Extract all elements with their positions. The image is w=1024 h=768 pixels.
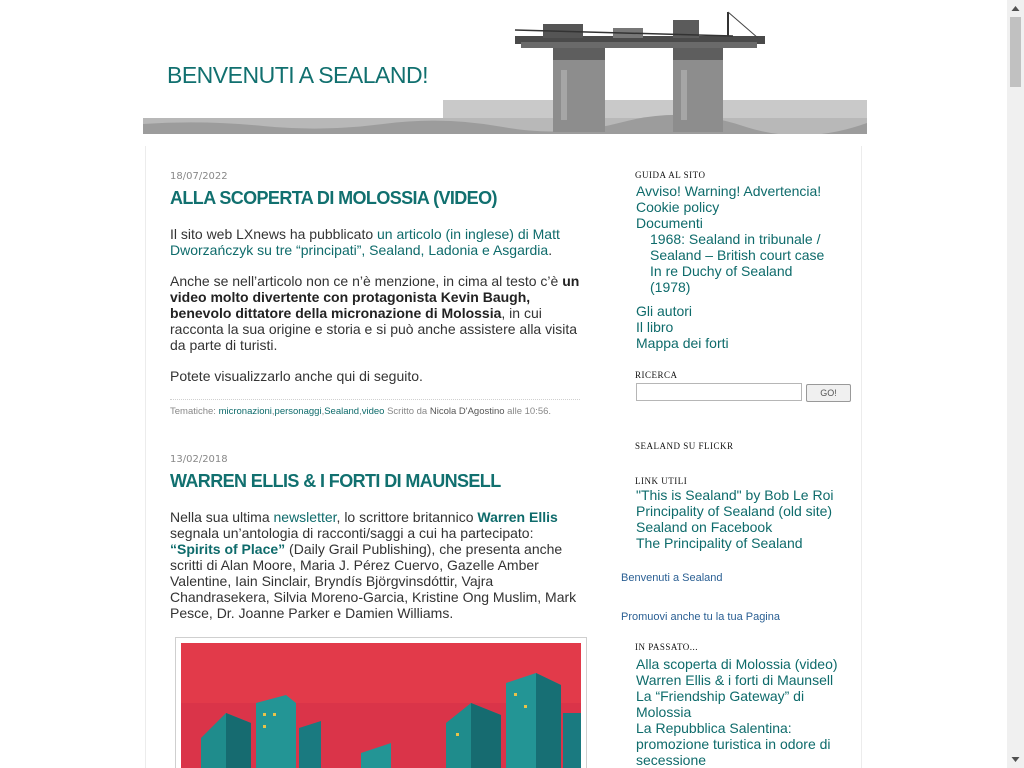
post-title[interactable]: WARREN ELLIS & I FORTI DI MAUNSELL (170, 471, 501, 491)
post-date: 18/07/2022 (170, 171, 228, 182)
spirits-of-place-link[interactable]: “Spirits of Place” (170, 541, 286, 557)
post-image-frame (175, 637, 587, 768)
list-item (636, 215, 856, 295)
list-item (650, 263, 836, 295)
post-time[interactable]: 10:56. (524, 406, 552, 417)
guida-link[interactable]: Il libro (636, 319, 674, 335)
guida-link[interactable]: Avviso! Warning! Advertencia! (636, 183, 822, 199)
external-link[interactable]: The Principality of Sealand (636, 535, 803, 551)
post-author: Nicola D'Agostino (429, 406, 505, 417)
tag-link[interactable]: Sealand (324, 406, 360, 417)
documenti-link[interactable]: 1968: Sealand in tribunale / Sealand – British court case (650, 231, 825, 263)
archive-post-link[interactable]: La Repubblica Salentina: promozione turistica in odore di secessione (636, 720, 831, 768)
spirits-of-place-cover-image[interactable] (181, 643, 581, 768)
guida-link[interactable]: Cookie policy (636, 199, 720, 215)
search-go-button[interactable]: GO! (806, 384, 851, 402)
article-link[interactable]: un articolo (in inglese) di Matt Dworzańczyk su tre “principati”, Sealand, Ladonia e Asgardia (170, 226, 560, 258)
list-item (636, 519, 856, 535)
post-title[interactable]: ALLA SCOPERTA DI MOLOSSIA (VIDEO) (170, 188, 497, 208)
archive-post-link[interactable]: Warren Ellis & i forti di Maunsell (636, 672, 834, 688)
post-body (170, 226, 582, 384)
tag-link[interactable]: micronazioni (218, 406, 272, 417)
guida-link[interactable]: Gli autori (636, 303, 693, 319)
list-item (636, 656, 851, 672)
promote-page-link[interactable]: Promuovi anche tu la tua Pagina (621, 611, 780, 623)
sidebar-heading-passato: IN PASSATO... (635, 642, 699, 652)
list-item (636, 503, 856, 519)
post (170, 454, 582, 636)
page-wrapper (145, 146, 862, 768)
sidebar-heading-link-utili: LINK UTILI (635, 476, 688, 486)
post-paragraph: Anche se nell’articolo non ce n’è menzione, in cima al testo c’è un video molto divertente con protagonista Kevin Baugh, benevolo dittatore della micronazione di Molossia, in cui racconta la sua origine e storia e si può anche assistere alla visita da parte di turisti. (170, 273, 580, 353)
list-item (636, 303, 856, 319)
post-paragraph: Potete visualizzarlo anche qui di seguito. (170, 368, 423, 384)
post (170, 171, 582, 417)
external-link[interactable]: "This is Sealand" by Bob Le Roi (636, 487, 834, 503)
facebook-badge-link[interactable]: Benvenuti a Sealand (621, 572, 723, 584)
search-input[interactable] (636, 383, 802, 401)
scroll-up-arrow-icon[interactable] (1007, 0, 1024, 17)
blog-title[interactable]: BENVENUTI A SEALAND! (167, 62, 428, 88)
list-item (636, 183, 856, 199)
sidebar-heading-guida: GUIDA AL SITO (635, 170, 706, 180)
list-item (636, 335, 856, 351)
list-item (636, 720, 851, 768)
list-item (636, 672, 851, 688)
external-link[interactable]: Principality of Sealand (old site) (636, 503, 833, 519)
scroll-down-arrow-icon[interactable] (1007, 751, 1024, 768)
guida-link[interactable]: Documenti (636, 215, 703, 231)
external-link[interactable]: Sealand on Facebook (636, 519, 773, 535)
documenti-link[interactable]: In re Duchy of Sealand (1978) (650, 263, 793, 295)
sidebar-heading-flickr: SEALAND SU FLICKR (635, 441, 734, 451)
list-item (636, 319, 856, 335)
link-utili-list (636, 487, 856, 551)
post-footer: Tematiche: micronazioni,personaggi,Sealand,video Scritto da Nicola D'Agostino alle 10:56. (170, 399, 580, 417)
tag-link[interactable]: video (361, 406, 385, 417)
documenti-sublist (636, 231, 836, 295)
list-item (636, 199, 856, 215)
newsletter-link[interactable]: newsletter (273, 509, 337, 525)
guida-link[interactable]: Mappa dei forti (636, 335, 729, 351)
sidebar-heading-ricerca: RICERCA (635, 370, 678, 380)
post-date: 13/02/2018 (170, 454, 228, 465)
archive-post-link[interactable]: La “Friendship Gateway” di Molossia (636, 688, 805, 720)
bold-text: un video molto divertente con protagonista Kevin Baugh, benevolo dittatore della micronazione di Molossia (170, 273, 580, 321)
tag-link[interactable]: personaggi (274, 406, 322, 417)
archive-post-link[interactable]: Alla scoperta di Molossia (video) (636, 656, 838, 672)
post-paragraph: Il sito web LXnews ha pubblicato un articolo (in inglese) di Matt Dworzańczyk su tre “principati”, Sealand, Ladonia e Asgardia. (170, 226, 560, 258)
list-item (636, 487, 856, 503)
warren-ellis-link[interactable]: Warren Ellis (477, 509, 558, 525)
list-item (650, 231, 836, 263)
guida-list (636, 183, 856, 351)
post-body (170, 509, 582, 621)
post-paragraph: Nella sua ultima newsletter, lo scrittore britannico Warren Ellis segnala un’antologia di racconti/saggi a cui ha partecipato: “Spirits of Place” (Daily Grail Publishing), che presenta anche scritti di Alan Moore, Maria J. Pérez Cuervo, Gazelle Amber Valentine, Iain Sinclair, Bryndís Björgvinsdóttir, Vajra Chandrasekera, Silvia Moreno-Garcia, Kristine Ong Muslim, Mark Pesce, Dr. Joanne Parker e Damien Williams. (170, 509, 577, 621)
vertical-scrollbar[interactable] (1007, 0, 1024, 768)
scroll-thumb[interactable] (1010, 17, 1021, 87)
blog-header (143, 0, 867, 134)
list-item (636, 535, 856, 551)
list-item (636, 688, 851, 720)
archive-list (636, 656, 851, 768)
